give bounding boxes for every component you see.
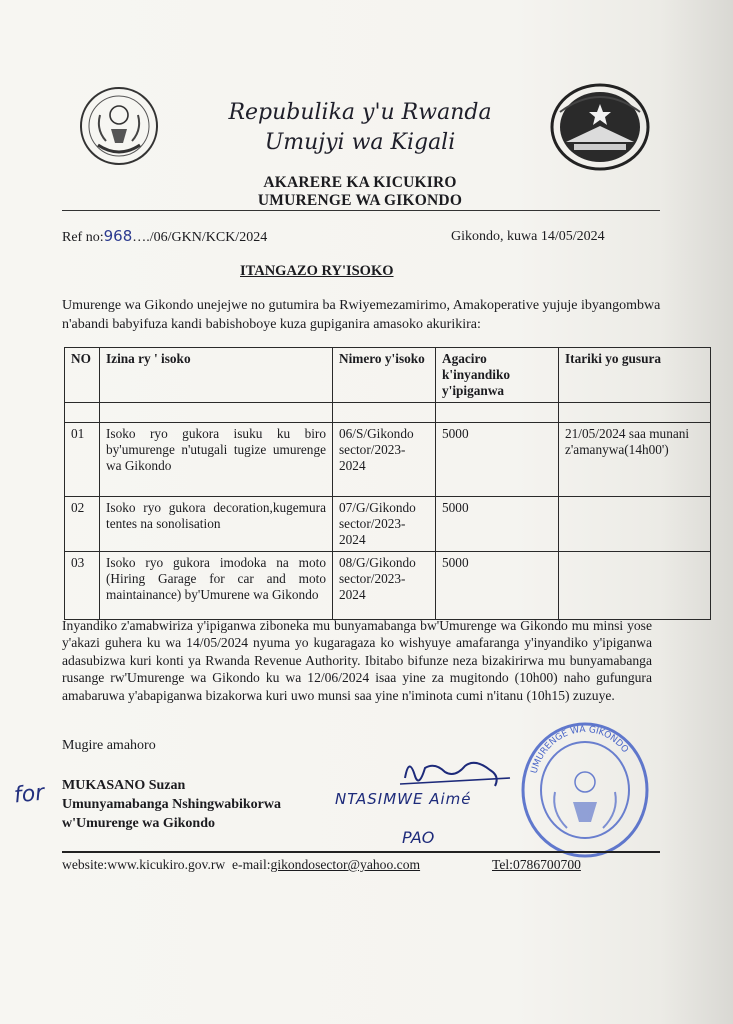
- footer-divider: [62, 851, 660, 853]
- cell-no: 02: [65, 497, 100, 552]
- document-title: ITANGAZO RY'ISOKO: [240, 263, 394, 279]
- letterhead-country: Repubulika y'u Rwanda: [228, 100, 492, 125]
- ref-suffix: …./06/GKN/KCK/2024: [132, 230, 268, 245]
- table-row: [65, 497, 711, 552]
- table-spacer-row: [65, 403, 711, 423]
- cell-no: 01: [65, 423, 100, 497]
- closing-greeting: Mugire amahoro: [62, 738, 156, 753]
- footer-website[interactable]: website:www.kicukiro.gov.rw: [62, 857, 226, 872]
- footer-telephone[interactable]: Tel:0786700700: [492, 857, 581, 872]
- column-header-no: NO: [65, 348, 100, 403]
- ref-handwritten-number: 968: [103, 227, 133, 245]
- footer: [62, 857, 662, 873]
- stamp-label: UMURENGE WA GIKONDO: [529, 724, 630, 775]
- cell-no: 03: [65, 552, 100, 620]
- district-name: AKARERE KA KICUKIRO: [263, 174, 457, 191]
- signature-note-handwritten: PAO: [402, 828, 435, 847]
- cell-fee: 5000: [436, 423, 559, 497]
- kigali-city-emblem-icon: [548, 82, 653, 172]
- cell-visit-date: [559, 497, 711, 552]
- letterhead-city: Umujyi wa Kigali: [264, 130, 456, 155]
- tender-table: [64, 347, 711, 620]
- column-header-name: Izina ry ' isoko: [100, 348, 333, 403]
- cell-tender-name: Isoko ryo gukora isuku ku biro by'umurenge n'utugali tugize umurenge wa Gikondo: [100, 423, 333, 497]
- cell-tender-number: 06/S/Gikondo sector/2023-2024: [333, 423, 436, 497]
- signer-name: MUKASANO Suzan: [62, 778, 186, 793]
- cell-tender-name: Isoko ryo gukora imodoka na moto (Hiring Garage for car and moto maintainance) by'Umurene wa Gikondo: [100, 552, 333, 620]
- letter-date: Gikondo, kuwa 14/05/2024: [451, 229, 605, 244]
- letterhead-title: [200, 98, 520, 158]
- ref-prefix: Ref no:: [62, 230, 104, 245]
- for-handwritten: for: [12, 780, 46, 809]
- table-header-row: [65, 348, 711, 403]
- sector-name: UMURENGE WA GIKONDO: [257, 192, 463, 209]
- cell-fee: 5000: [436, 497, 559, 552]
- cell-fee: 5000: [436, 552, 559, 620]
- intro-paragraph: Umurenge wa Gikondo unejejwe no gutumira ba Rwiyemezamirimo, Amakoperative yujuje ibyangombwa n'abandi babyifuza kandi babishoboye kuza gupiganira amasoko akurikira:: [62, 298, 661, 332]
- table-row: [65, 423, 711, 497]
- column-header-number: Nimero y'isoko: [333, 348, 436, 403]
- signer-title: Umunyamabanga Nshingwabikorwa: [62, 797, 281, 812]
- official-stamp-icon: [515, 712, 655, 862]
- cell-tender-number: 08/G/Gikondo sector/2023-2024: [333, 552, 436, 620]
- instructions-paragraph: Inyandiko z'amabwiriza y'ipiganwa ziboneka mu bunyamabanga bw'Umurenge wa Gikondo mu minsi yose y'akazi guhera ku wa 14/05/2024 nyuma yo kugaragaza ko wishyuye amafaranga y'inyandiko y'ipiganwa adasubizwa kuri konti ya Rwanda Revenue Authority. Ibitabo bifunze neza bizakirirwa mu bunyamabanga rusange rw'Umurenge wa Gikondo ku wa 12/06/2024 isaa yine za mugitondo (10h00) naho gufungura amabaruwa y'abapiganwa bizakorwa kuri uwo munsi saa yine n'iminota cumi n'itanu (10h15) zuzuye.: [62, 618, 652, 703]
- cell-visit-date: [559, 552, 711, 620]
- signature-name-handwritten: NTASIMWE Aimé: [335, 790, 472, 808]
- column-header-fee: Agaciro k'inyandiko y'ipiganwa: [436, 348, 559, 403]
- cell-tender-name: Isoko ryo gukora decoration,kugemura tentes na sonolisation: [100, 497, 333, 552]
- reference-number: [62, 227, 267, 246]
- footer-email-label: e-mail:: [232, 857, 271, 872]
- cell-visit-date: 21/05/2024 saa munani z'amanywa(14h00'): [559, 423, 711, 497]
- cell-tender-number: 07/G/Gikondo sector/2023-2024: [333, 497, 436, 552]
- signer-block: [62, 776, 281, 833]
- footer-email-link[interactable]: gikondosector@yahoo.com: [270, 857, 421, 872]
- signer-title-org: w'Umurenge wa Gikondo: [62, 816, 215, 831]
- table-row: [65, 552, 711, 620]
- rwanda-coat-of-arms-icon: [78, 85, 160, 167]
- header-divider: [62, 210, 660, 211]
- column-header-visit-date: Itariki yo gusura: [559, 348, 711, 403]
